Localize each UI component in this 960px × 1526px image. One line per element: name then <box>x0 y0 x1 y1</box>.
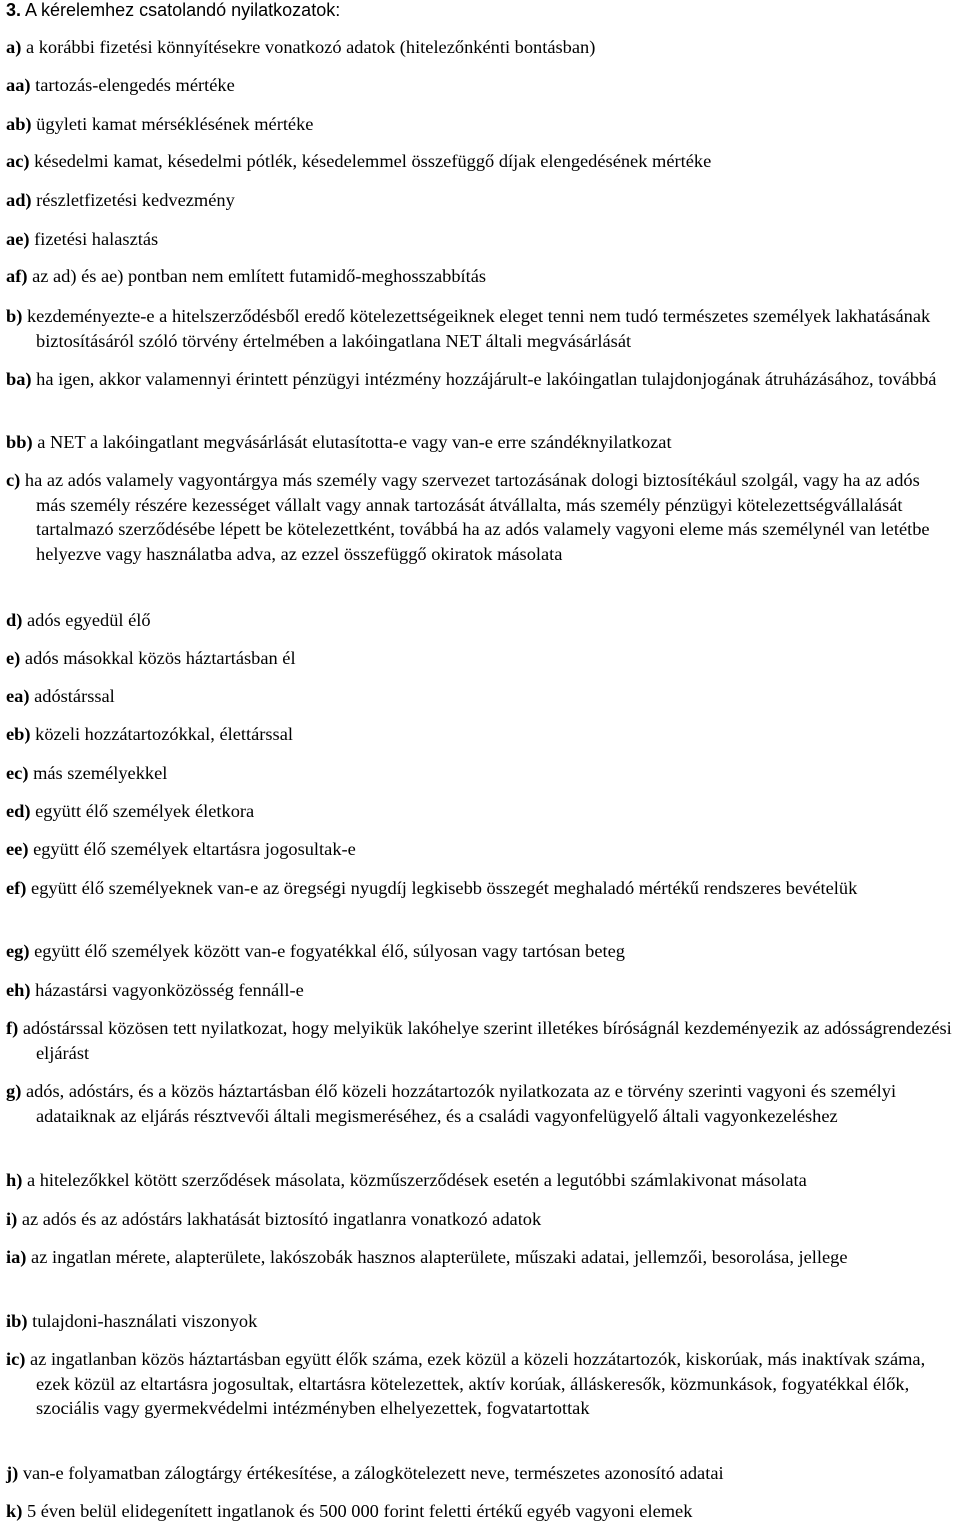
item-label: ic) <box>6 1349 26 1369</box>
item-text: más személyekkel <box>33 763 168 783</box>
item-label: b) <box>6 306 23 326</box>
section-title: A kérelemhez csatolandó nyilatkozatok: <box>25 0 341 20</box>
item-label: ia) <box>6 1247 27 1267</box>
list-item <box>6 35 952 60</box>
item-text: a korábbi fizetési könnyítésekre vonatkozó adatok (hitelezőnkénti bontásban) <box>25 37 596 57</box>
list-item <box>6 1079 952 1128</box>
item-label: ad) <box>6 190 32 210</box>
list-item <box>6 188 952 213</box>
item-text: az adós és az adóstárs lakhatását biztosító ingatlanra vonatkozó adatok <box>21 1209 542 1229</box>
item-text: adós másokkal közös háztartásban él <box>24 648 296 668</box>
item-label: ec) <box>6 763 29 783</box>
item-label: ef) <box>6 878 27 898</box>
list-item <box>6 646 952 671</box>
item-label: aa) <box>6 75 31 95</box>
item-text: 5 éven belül elidegenített ingatlanok és 500 000 forint feletti értékű egyéb vagyoni elemek <box>26 1501 693 1521</box>
list-item <box>6 149 952 174</box>
item-text: ha igen, akkor valamennyi érintett pénzügyi intézmény hozzájárult-e lakóingatlan tulajdonjogának átruházásához, továbbá <box>36 369 937 389</box>
list-item <box>6 430 952 455</box>
list-item <box>6 1309 952 1334</box>
item-label: j) <box>6 1463 19 1483</box>
list-item <box>6 1016 952 1065</box>
item-text: ügyleti kamat mérséklésének mértéke <box>36 114 314 134</box>
list-item <box>6 876 952 901</box>
item-text: adós egyedül élő <box>26 610 151 630</box>
list-item <box>6 367 952 392</box>
item-label: eb) <box>6 724 31 744</box>
list-item <box>6 1461 952 1486</box>
list-item <box>6 939 952 964</box>
list-item <box>6 264 952 289</box>
item-text: adós, adóstárs, és a közös háztartásban élő közeli hozzátartozók nyilatkozata az e törvény szerinti vagyoni és személyi adataiknak az eljárás résztvevői általi megismeréséhez, és a családi vagyonfelügyelő általi vagyonkezeléshez <box>25 1081 897 1126</box>
list-item <box>6 722 952 747</box>
list-item <box>6 608 952 633</box>
list-item <box>6 1207 952 1232</box>
item-label: ab) <box>6 114 32 134</box>
item-text: részletfizetési kedvezmény <box>36 190 235 210</box>
item-label: a) <box>6 37 22 57</box>
item-label: ee) <box>6 839 29 859</box>
item-label: i) <box>6 1209 18 1229</box>
list-item <box>6 227 952 252</box>
item-label: ea) <box>6 686 30 706</box>
item-text: közeli hozzátartozókkal, élettárssal <box>35 724 293 744</box>
item-label: ae) <box>6 229 30 249</box>
item-text: tulajdoni-használati viszonyok <box>32 1311 258 1331</box>
item-label: e) <box>6 648 21 668</box>
item-text: ha az adós valamely vagyontárgya más személy vagy szervezet tartozásának dologi biztosítékául szolgál, vagy ha az adós más személy részére kezességet vállalt vagy annak tartozását átvállalta, más személy pénzügyi kötelezettségvállalását tartalmazó szerződésébe lépett be kötelezettként, továbbá ha az adós valamely vagyoni eleme más személynél van letétbe helyezve vagy használatba adva, az ezzel összefüggő okiratok másolata <box>24 470 930 565</box>
list-item <box>6 799 952 824</box>
list-item <box>6 837 952 862</box>
item-text: az ingatlan mérete, alapterülete, lakószobák hasznos alapterülete, műszaki adatai, jellemzői, besorolása, jellege <box>31 1247 848 1267</box>
item-text: adóstárssal közösen tett nyilatkozat, hogy melyikük lakóhelye szerint illetékes bíróságnál kezdeményezik az adósságrendezési eljárást <box>22 1018 952 1063</box>
item-text: adóstárssal <box>34 686 115 706</box>
list-item <box>6 1347 952 1421</box>
item-text: kezdeményezte-e a hitelszerződésből eredő kötelezettségeiknek eleget tenni nem tudó természetes személyek lakhatásának biztosításáról szóló törvény értelmében a lakóingatlana NET általi megvásárlását <box>26 306 931 351</box>
list-item <box>6 112 952 137</box>
item-text: az ad) és ae) pontban nem említett futamidő-meghosszabbítás <box>32 266 487 286</box>
item-label: k) <box>6 1501 23 1521</box>
list-item <box>6 1499 952 1524</box>
item-text: fizetési halasztás <box>34 229 159 249</box>
list-item <box>6 1245 952 1270</box>
item-label: h) <box>6 1170 23 1190</box>
list-item <box>6 304 952 353</box>
list-item <box>6 684 952 709</box>
section-heading <box>6 0 340 20</box>
item-text: együtt élő személyek életkora <box>35 801 255 821</box>
list-item <box>6 468 952 567</box>
list-item <box>6 73 952 98</box>
item-text: együtt élő személyek eltartásra jogosultak-e <box>33 839 356 859</box>
item-label: eh) <box>6 980 31 1000</box>
item-label: ib) <box>6 1311 28 1331</box>
item-text: együtt élő személyek között van-e fogyatékkal élő, súlyosan vagy tartósan beteg <box>34 941 625 961</box>
item-label: eg) <box>6 941 30 961</box>
item-label: ba) <box>6 369 32 389</box>
item-label: c) <box>6 470 21 490</box>
list-item <box>6 761 952 786</box>
item-label: d) <box>6 610 23 630</box>
item-text: késedelmi kamat, késedelmi pótlék, késedelemmel összefüggő díjak elengedésének mértéke <box>34 151 712 171</box>
item-label: ac) <box>6 151 30 171</box>
item-text: házastársi vagyonközösség fennáll-e <box>35 980 304 1000</box>
list-item <box>6 978 952 1003</box>
item-text: tartozás-elengedés mértéke <box>35 75 235 95</box>
list-item <box>6 1168 952 1193</box>
item-text: a hitelezőkkel kötött szerződések másolata, közműszerződések esetén a legutóbbi számlakivonat másolata <box>26 1170 807 1190</box>
item-text: együtt élő személyeknek van-e az öregségi nyugdíj legkisebb összegét meghaladó mértékű rendszeres bevételük <box>31 878 858 898</box>
item-text: van-e folyamatban zálogtárgy értékesítése, a zálogkötelezett neve, természetes azonosító adatai <box>22 1463 724 1483</box>
section-number: 3. <box>6 0 22 20</box>
item-text: az ingatlanban közös háztartásban együtt élők száma, ezek közül a közeli hozzátartozók, kiskorúak, más inaktívak száma, ezek közül az eltartásra jogosultak, eltartásra kötelezettek, aktív korúak, álláskeresők, közmunkások, fogyatékkal élők, szociális vagy gyermekvédelmi intézményben elhelyezettek, fogvatartottak <box>30 1349 926 1419</box>
item-label: ed) <box>6 801 31 821</box>
item-label: g) <box>6 1081 22 1101</box>
item-label: f) <box>6 1018 19 1038</box>
item-text: a NET a lakóingatlant megvásárlását elutasította-e vagy van-e erre szándéknyilatkozat <box>37 432 672 452</box>
item-label: bb) <box>6 432 33 452</box>
item-label: af) <box>6 266 28 286</box>
